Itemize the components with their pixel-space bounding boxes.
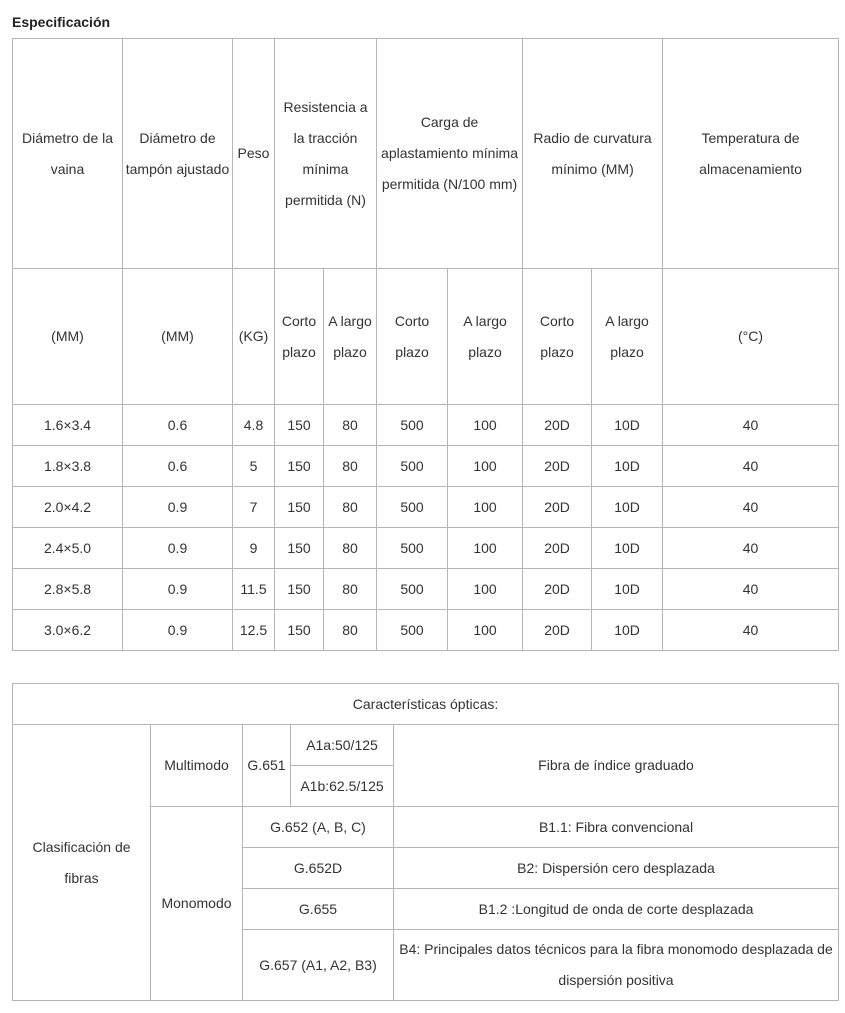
cell-crush-long: 100 xyxy=(448,487,523,528)
cell-bend-long: 10D xyxy=(592,528,663,569)
subheader-bend-long-term: A largo plazo xyxy=(592,269,663,405)
cell-weight: 4.8 xyxy=(233,405,275,446)
table-row xyxy=(13,487,839,528)
cell-sheath-diameter: 2.0×4.2 xyxy=(13,487,123,528)
optics-title: Características ópticas: xyxy=(13,684,839,725)
cell-fitted-buffer-diameter: 0.6 xyxy=(123,405,233,446)
multimode-standard: G.651 xyxy=(243,725,291,807)
header-weight: Peso xyxy=(233,39,275,269)
cell-fitted-buffer-diameter: 0.9 xyxy=(123,610,233,651)
cell-sheath-diameter: 3.0×6.2 xyxy=(13,610,123,651)
cell-weight: 7 xyxy=(233,487,275,528)
table-row xyxy=(13,528,839,569)
optics-title-row xyxy=(13,684,839,725)
cell-storage-temperature: 40 xyxy=(663,487,839,528)
subheader-crush-long-term: A largo plazo xyxy=(448,269,523,405)
cell-tensile-short: 150 xyxy=(275,610,324,651)
cell-storage-temperature: 40 xyxy=(663,610,839,651)
cell-sheath-diameter: 1.6×3.4 xyxy=(13,405,123,446)
cell-bend-short: 20D xyxy=(523,569,592,610)
table-row xyxy=(13,405,839,446)
cell-crush-long: 100 xyxy=(448,569,523,610)
cell-tensile-long: 80 xyxy=(324,569,377,610)
cell-crush-short: 500 xyxy=(377,405,448,446)
subheader-bend-short-term: Corto plazo xyxy=(523,269,592,405)
optical-characteristics-table xyxy=(12,683,839,1001)
cell-bend-short: 20D xyxy=(523,446,592,487)
cell-sheath-diameter: 1.8×3.8 xyxy=(13,446,123,487)
multimode-variant-a: A1a:50/125 xyxy=(291,725,394,766)
cell-tensile-short: 150 xyxy=(275,405,324,446)
header-tensile-strength: Resistencia a la tracción mínima permitida (N) xyxy=(275,39,377,269)
unit-weight: (KG) xyxy=(233,269,275,405)
subheader-crush-short-term: Corto plazo xyxy=(377,269,448,405)
cell-weight: 12.5 xyxy=(233,610,275,651)
unit-fitted-buffer-diameter: (MM) xyxy=(123,269,233,405)
header-sheath-diameter: Diámetro de la vaina xyxy=(13,39,123,269)
cell-fitted-buffer-diameter: 0.9 xyxy=(123,569,233,610)
cell-sheath-diameter: 2.4×5.0 xyxy=(13,528,123,569)
multimode-description: Fibra de índice graduado xyxy=(394,725,839,807)
cell-bend-long: 10D xyxy=(592,446,663,487)
cell-crush-short: 500 xyxy=(377,569,448,610)
singlemode-description: B1.1: Fibra convencional xyxy=(394,807,839,848)
table-row xyxy=(13,569,839,610)
singlemode-description: B2: Dispersión cero desplazada xyxy=(394,848,839,889)
cell-tensile-long: 80 xyxy=(324,610,377,651)
cell-bend-long: 10D xyxy=(592,610,663,651)
multimode-row-a xyxy=(13,725,839,766)
cell-bend-long: 10D xyxy=(592,405,663,446)
singlemode-standard: G.657 (A1, A2, B3) xyxy=(243,930,394,1001)
cell-storage-temperature: 40 xyxy=(663,405,839,446)
cell-storage-temperature: 40 xyxy=(663,528,839,569)
cell-fitted-buffer-diameter: 0.9 xyxy=(123,528,233,569)
cell-weight: 11.5 xyxy=(233,569,275,610)
spec-unit-row xyxy=(13,269,839,405)
singlemode-standard: G.652 (A, B, C) xyxy=(243,807,394,848)
cell-bend-long: 10D xyxy=(592,569,663,610)
cell-tensile-long: 80 xyxy=(324,487,377,528)
cell-crush-short: 500 xyxy=(377,610,448,651)
cell-fitted-buffer-diameter: 0.9 xyxy=(123,487,233,528)
cell-weight: 5 xyxy=(233,446,275,487)
singlemode-description: B4: Principales datos técnicos para la fibra monomodo desplazada de dispersión positiva xyxy=(394,930,839,1001)
cell-fitted-buffer-diameter: 0.6 xyxy=(123,446,233,487)
spec-data-rows xyxy=(13,405,839,651)
multimode-label: Multimodo xyxy=(151,725,243,807)
header-storage-temperature: Temperatura de almacenamiento xyxy=(663,39,839,269)
cell-crush-long: 100 xyxy=(448,446,523,487)
cell-tensile-long: 80 xyxy=(324,446,377,487)
subheader-tensile-long-term: A largo plazo xyxy=(324,269,377,405)
header-bend-radius: Radio de curvatura mínimo (MM) xyxy=(523,39,663,269)
cell-sheath-diameter: 2.8×5.8 xyxy=(13,569,123,610)
cell-tensile-long: 80 xyxy=(324,528,377,569)
cell-crush-long: 100 xyxy=(448,405,523,446)
spec-header-row xyxy=(13,39,839,269)
cell-weight: 9 xyxy=(233,528,275,569)
cell-tensile-short: 150 xyxy=(275,569,324,610)
cell-crush-short: 500 xyxy=(377,528,448,569)
fiber-classification-label: Clasificación de fibras xyxy=(13,725,151,1001)
spec-table xyxy=(12,38,839,651)
singlemode-description: B1.2 :Longitud de onda de corte desplazada xyxy=(394,889,839,930)
cell-bend-long: 10D xyxy=(592,487,663,528)
subheader-tensile-short-term: Corto plazo xyxy=(275,269,324,405)
cell-storage-temperature: 40 xyxy=(663,446,839,487)
header-crush-load: Carga de aplastamiento mínima permitida (N/100 mm) xyxy=(377,39,523,269)
cell-crush-short: 500 xyxy=(377,446,448,487)
table-row xyxy=(13,446,839,487)
cell-bend-short: 20D xyxy=(523,487,592,528)
cell-bend-short: 20D xyxy=(523,405,592,446)
cell-bend-short: 20D xyxy=(523,610,592,651)
cell-bend-short: 20D xyxy=(523,528,592,569)
singlemode-standard: G.652D xyxy=(243,848,394,889)
unit-storage-temperature: (°C) xyxy=(663,269,839,405)
cell-tensile-short: 150 xyxy=(275,446,324,487)
multimode-variant-b: A1b:62.5/125 xyxy=(291,766,394,807)
cell-tensile-long: 80 xyxy=(324,405,377,446)
cell-crush-long: 100 xyxy=(448,528,523,569)
cell-crush-short: 500 xyxy=(377,487,448,528)
cell-storage-temperature: 40 xyxy=(663,569,839,610)
spec-heading: Especificación xyxy=(12,14,111,30)
singlemode-label: Monomodo xyxy=(151,807,243,1001)
singlemode-standard: G.655 xyxy=(243,889,394,930)
cell-crush-long: 100 xyxy=(448,610,523,651)
unit-sheath-diameter: (MM) xyxy=(13,269,123,405)
table-row xyxy=(13,610,839,651)
cell-tensile-short: 150 xyxy=(275,487,324,528)
cell-tensile-short: 150 xyxy=(275,528,324,569)
header-fitted-buffer-diameter: Diámetro de tampón ajustado xyxy=(123,39,233,269)
